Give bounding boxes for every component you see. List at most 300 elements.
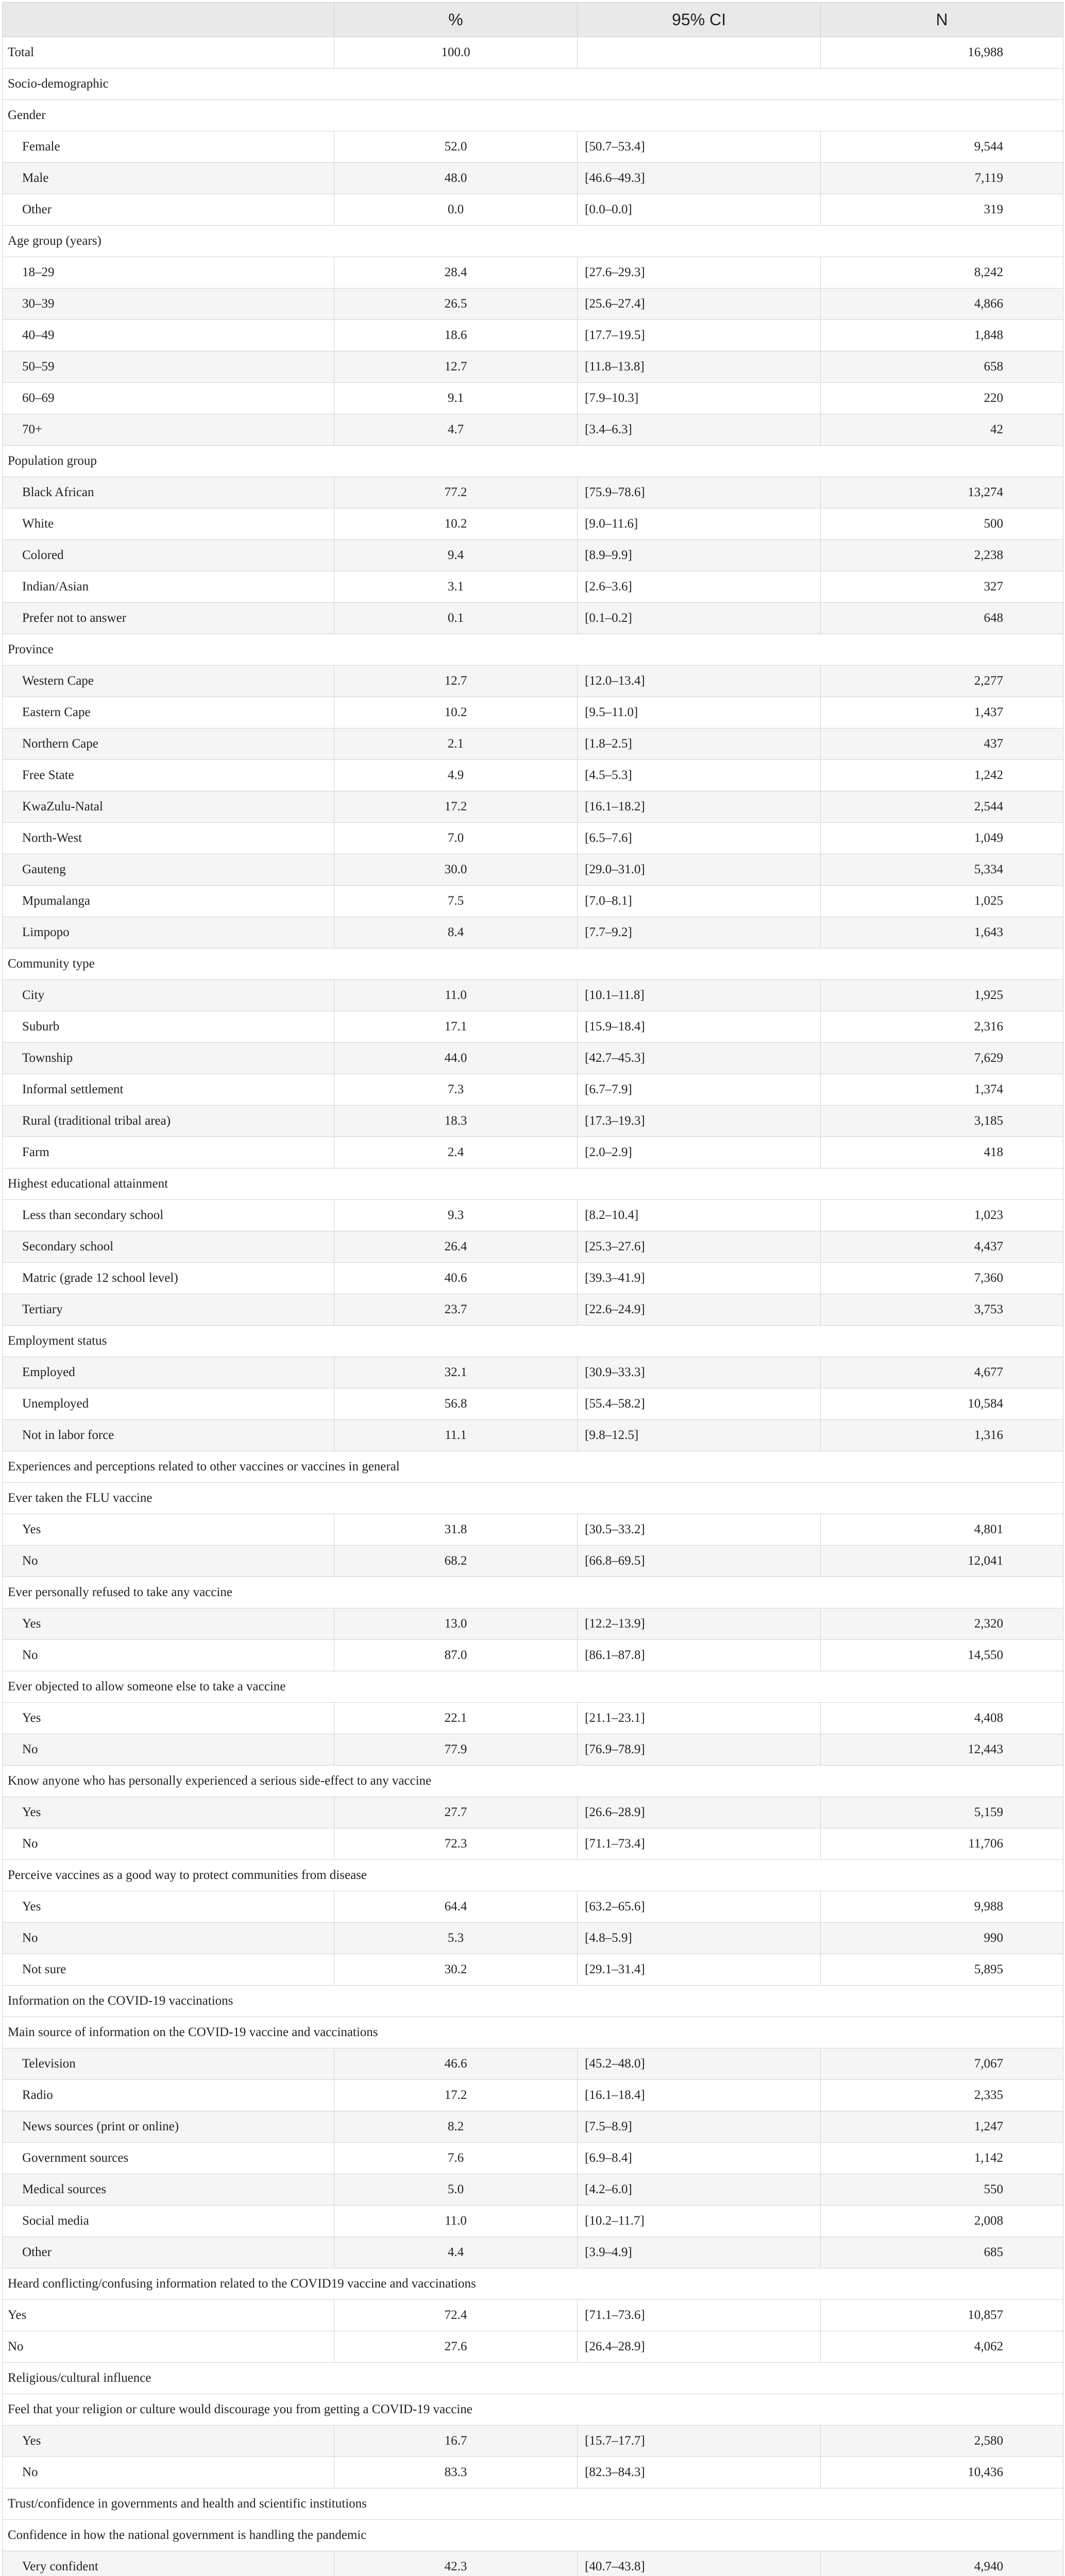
percent-cell: 11.1 — [334, 1420, 578, 1451]
row-label: 40–49 — [3, 320, 334, 351]
section-heading-row — [3, 69, 1063, 100]
ci-cell: [71.1–73.4] — [578, 1828, 821, 1860]
count-cell: 5,334 — [821, 854, 1063, 886]
ci-cell: [3.9–4.9] — [578, 2237, 821, 2268]
ci-cell: [4.2–6.0] — [578, 2174, 821, 2206]
table-row — [3, 603, 1063, 634]
percent-cell: 23.7 — [334, 1294, 578, 1326]
section-heading-row — [3, 226, 1063, 257]
percent-cell: 72.3 — [334, 1828, 578, 1860]
table-row — [3, 854, 1063, 886]
ci-cell: [40.7–43.8] — [578, 2551, 821, 2576]
table-row — [3, 1923, 1063, 1954]
percent-cell: 9.1 — [334, 383, 578, 414]
row-label: 50–59 — [3, 351, 334, 383]
ci-cell: [71.1–73.6] — [578, 2300, 821, 2331]
percent-cell: 68.2 — [334, 1546, 578, 1577]
row-label: Prefer not to answer — [3, 603, 334, 634]
table-row — [3, 2206, 1063, 2237]
table-row — [3, 2143, 1063, 2174]
ci-cell: [45.2–48.0] — [578, 2048, 821, 2080]
section-heading: Ever personally refused to take any vaccine — [3, 1577, 1063, 1608]
count-cell: 1,925 — [821, 980, 1063, 1011]
count-cell: 42 — [821, 414, 1063, 446]
ci-cell: [11.8–13.8] — [578, 351, 821, 383]
row-label: Secondary school — [3, 1231, 334, 1263]
percent-cell: 10.2 — [334, 697, 578, 728]
row-label: Government sources — [3, 2143, 334, 2174]
percent-cell: 83.3 — [334, 2457, 578, 2488]
section-heading: Confidence in how the national government is handling the pandemic — [3, 2520, 1063, 2551]
count-cell: 4,866 — [821, 289, 1063, 320]
row-label: 70+ — [3, 414, 334, 446]
ci-cell: [39.3–41.9] — [578, 1263, 821, 1294]
count-cell: 2,335 — [821, 2080, 1063, 2111]
count-cell: 3,753 — [821, 1294, 1063, 1326]
ci-cell: [26.4–28.9] — [578, 2331, 821, 2363]
percent-cell: 28.4 — [334, 257, 578, 289]
count-cell: 1,023 — [821, 1200, 1063, 1231]
table-row — [3, 163, 1063, 194]
section-heading-row — [3, 446, 1063, 477]
row-label: Tertiary — [3, 1294, 334, 1326]
table-row — [3, 1734, 1063, 1766]
percent-cell: 64.4 — [334, 1891, 578, 1923]
count-cell: 2,320 — [821, 1608, 1063, 1640]
count-cell: 4,062 — [821, 2331, 1063, 2363]
table-row — [3, 1137, 1063, 1168]
table-row — [3, 351, 1063, 383]
row-label: Not sure — [3, 1954, 334, 1986]
count-cell: 319 — [821, 194, 1063, 226]
table-row — [3, 1074, 1063, 1106]
percent-cell: 48.0 — [334, 163, 578, 194]
count-cell: 685 — [821, 2237, 1063, 2268]
percent-cell: 52.0 — [334, 131, 578, 163]
ci-cell: [10.1–11.8] — [578, 980, 821, 1011]
section-heading-row — [3, 1671, 1063, 1703]
percent-cell: 11.0 — [334, 2206, 578, 2237]
section-heading-row — [3, 1326, 1063, 1357]
section-heading-row — [3, 948, 1063, 980]
ci-cell: [63.2–65.6] — [578, 1891, 821, 1923]
ci-cell: [15.7–17.7] — [578, 2426, 821, 2457]
ci-cell: [27.6–29.3] — [578, 257, 821, 289]
count-cell: 3,185 — [821, 1106, 1063, 1137]
section-heading: Feel that your religion or culture would discourage you from getting a COVID-19 vaccine — [3, 2394, 1063, 2426]
ci-cell: [17.7–19.5] — [578, 320, 821, 351]
count-cell: 2,580 — [821, 2426, 1063, 2457]
count-cell: 8,242 — [821, 257, 1063, 289]
table-row — [3, 131, 1063, 163]
count-cell: 7,629 — [821, 1043, 1063, 1074]
count-cell: 1,242 — [821, 760, 1063, 791]
survey-results-table — [2, 2, 1063, 2576]
percent-cell: 30.2 — [334, 1954, 578, 1986]
row-label: 30–39 — [3, 289, 334, 320]
count-cell: 1,247 — [821, 2111, 1063, 2143]
count-cell: 14,550 — [821, 1640, 1063, 1671]
ci-cell: [7.5–8.9] — [578, 2111, 821, 2143]
ci-cell: [21.1–23.1] — [578, 1703, 821, 1734]
percent-cell: 2.1 — [334, 728, 578, 760]
table-row — [3, 917, 1063, 948]
percent-cell: 77.9 — [334, 1734, 578, 1766]
percent-cell: 40.6 — [334, 1263, 578, 1294]
row-label: No — [3, 1546, 334, 1577]
section-heading: Ever objected to allow someone else to take a vaccine — [3, 1671, 1063, 1703]
count-cell: 12,443 — [821, 1734, 1063, 1766]
table-row — [3, 791, 1063, 823]
ci-cell: [0.1–0.2] — [578, 603, 821, 634]
table-row — [3, 571, 1063, 603]
percent-cell: 27.6 — [334, 2331, 578, 2363]
count-cell: 1,316 — [821, 1420, 1063, 1451]
table-row — [3, 2551, 1063, 2576]
row-label: No — [3, 1734, 334, 1766]
count-cell: 7,067 — [821, 2048, 1063, 2080]
table-row — [3, 383, 1063, 414]
column-header-percent: % — [334, 3, 578, 37]
row-label: Matric (grade 12 school level) — [3, 1263, 334, 1294]
table-row — [3, 1231, 1063, 1263]
count-cell: 4,677 — [821, 1357, 1063, 1388]
ci-cell: [16.1–18.4] — [578, 2080, 821, 2111]
ci-cell: [2.6–3.6] — [578, 571, 821, 603]
percent-cell: 7.6 — [334, 2143, 578, 2174]
row-label: Township — [3, 1043, 334, 1074]
percent-cell: 42.3 — [334, 2551, 578, 2576]
row-label: Eastern Cape — [3, 697, 334, 728]
ci-cell: [3.4–6.3] — [578, 414, 821, 446]
section-heading-row — [3, 2268, 1063, 2300]
row-label: Less than secondary school — [3, 1200, 334, 1231]
section-heading: Highest educational attainment — [3, 1168, 1063, 1200]
percent-cell: 17.1 — [334, 1011, 578, 1043]
table-row — [3, 414, 1063, 446]
count-cell: 500 — [821, 509, 1063, 540]
row-label: White — [3, 509, 334, 540]
section-heading-row — [3, 100, 1063, 131]
percent-cell: 17.2 — [334, 791, 578, 823]
row-label: Yes — [3, 1891, 334, 1923]
percent-cell: 31.8 — [334, 1514, 578, 1546]
section-heading: Perceive vaccines as a good way to protect communities from disease — [3, 1860, 1063, 1891]
count-cell: 7,360 — [821, 1263, 1063, 1294]
percent-cell: 22.1 — [334, 1703, 578, 1734]
section-heading-row — [3, 1483, 1063, 1514]
table-row — [3, 289, 1063, 320]
count-cell: 12,041 — [821, 1546, 1063, 1577]
ci-cell: [30.5–33.2] — [578, 1514, 821, 1546]
percent-cell: 26.5 — [334, 289, 578, 320]
row-label: Farm — [3, 1137, 334, 1168]
header-row — [3, 3, 1063, 37]
row-label: News sources (print or online) — [3, 2111, 334, 2143]
ci-cell: [4.5–5.3] — [578, 760, 821, 791]
count-cell: 418 — [821, 1137, 1063, 1168]
section-heading: Gender — [3, 100, 1063, 131]
table-row — [3, 2237, 1063, 2268]
row-label: Social media — [3, 2206, 334, 2237]
percent-cell: 32.1 — [334, 1357, 578, 1388]
count-cell: 1,049 — [821, 823, 1063, 854]
percent-cell: 77.2 — [334, 477, 578, 509]
ci-cell: [75.9–78.6] — [578, 477, 821, 509]
section-heading: Population group — [3, 446, 1063, 477]
count-cell: 5,895 — [821, 1954, 1063, 1986]
ci-cell: [6.5–7.6] — [578, 823, 821, 854]
table-row — [3, 1388, 1063, 1420]
table-row — [3, 2174, 1063, 2206]
count-cell: 9,544 — [821, 131, 1063, 163]
table-row — [3, 1514, 1063, 1546]
row-label: Yes — [3, 1797, 334, 1828]
section-heading-row — [3, 1577, 1063, 1608]
section-heading: Ever taken the FLU vaccine — [3, 1483, 1063, 1514]
section-heading: Socio-demographic — [3, 69, 1063, 100]
ci-cell: [22.6–24.9] — [578, 1294, 821, 1326]
row-label: Yes — [3, 2300, 334, 2331]
row-label: Unemployed — [3, 1388, 334, 1420]
count-cell: 16,988 — [821, 37, 1063, 69]
ci-cell: [26.6–28.9] — [578, 1797, 821, 1828]
row-label: Television — [3, 2048, 334, 2080]
section-heading: Employment status — [3, 1326, 1063, 1357]
count-cell: 658 — [821, 351, 1063, 383]
ci-cell: [86.1–87.8] — [578, 1640, 821, 1671]
row-label: Limpopo — [3, 917, 334, 948]
count-cell: 2,316 — [821, 1011, 1063, 1043]
section-heading-row — [3, 2488, 1063, 2520]
percent-cell: 9.4 — [334, 540, 578, 571]
table-row — [3, 37, 1063, 69]
count-cell: 11,706 — [821, 1828, 1063, 1860]
count-cell: 10,584 — [821, 1388, 1063, 1420]
section-heading: Community type — [3, 948, 1063, 980]
count-cell: 10,857 — [821, 2300, 1063, 2331]
table-row — [3, 257, 1063, 289]
row-label: Mpumalanga — [3, 886, 334, 917]
percent-cell: 12.7 — [334, 666, 578, 697]
section-heading: Trust/confidence in governments and health and scientific institutions — [3, 2488, 1063, 2520]
ci-cell: [50.7–53.4] — [578, 131, 821, 163]
table-row — [3, 1357, 1063, 1388]
table-row — [3, 980, 1063, 1011]
percent-cell: 100.0 — [334, 37, 578, 69]
ci-cell: [2.0–2.9] — [578, 1137, 821, 1168]
count-cell: 2,008 — [821, 2206, 1063, 2237]
row-label: Gauteng — [3, 854, 334, 886]
percent-cell: 56.8 — [334, 1388, 578, 1420]
count-cell: 2,277 — [821, 666, 1063, 697]
percent-cell: 18.6 — [334, 320, 578, 351]
table-row — [3, 886, 1063, 917]
section-heading: Heard conflicting/confusing information related to the COVID19 vaccine and vaccinations — [3, 2268, 1063, 2300]
percent-cell: 2.4 — [334, 1137, 578, 1168]
table-row — [3, 1954, 1063, 1986]
count-cell: 550 — [821, 2174, 1063, 2206]
count-cell: 1,142 — [821, 2143, 1063, 2174]
percent-cell: 8.4 — [334, 917, 578, 948]
count-cell: 13,274 — [821, 477, 1063, 509]
ci-cell: [55.4–58.2] — [578, 1388, 821, 1420]
count-cell: 4,408 — [821, 1703, 1063, 1734]
section-heading-row — [3, 1986, 1063, 2017]
row-label: KwaZulu-Natal — [3, 791, 334, 823]
row-label: Yes — [3, 1608, 334, 1640]
percent-cell: 8.2 — [334, 2111, 578, 2143]
table-row — [3, 509, 1063, 540]
table-row — [3, 1828, 1063, 1860]
ci-cell: [9.5–11.0] — [578, 697, 821, 728]
row-label: Not in labor force — [3, 1420, 334, 1451]
ci-cell: [25.6–27.4] — [578, 289, 821, 320]
row-label: Suburb — [3, 1011, 334, 1043]
table-row — [3, 2080, 1063, 2111]
table-row — [3, 1797, 1063, 1828]
row-label: Employed — [3, 1357, 334, 1388]
row-label: Yes — [3, 1514, 334, 1546]
table-row — [3, 728, 1063, 760]
section-heading-row — [3, 1168, 1063, 1200]
ci-cell: [6.7–7.9] — [578, 1074, 821, 1106]
table-header — [3, 3, 1063, 37]
count-cell: 220 — [821, 383, 1063, 414]
row-label: Informal settlement — [3, 1074, 334, 1106]
ci-cell: [66.8–69.5] — [578, 1546, 821, 1577]
percent-cell: 11.0 — [334, 980, 578, 1011]
count-cell: 990 — [821, 1923, 1063, 1954]
table-row — [3, 1640, 1063, 1671]
ci-cell: [17.3–19.3] — [578, 1106, 821, 1137]
count-cell: 1,848 — [821, 320, 1063, 351]
section-heading: Main source of information on the COVID-19 vaccine and vaccinations — [3, 2017, 1063, 2048]
table-row — [3, 2048, 1063, 2080]
row-label: 18–29 — [3, 257, 334, 289]
ci-cell: [29.1–31.4] — [578, 1954, 821, 1986]
count-cell: 1,374 — [821, 1074, 1063, 1106]
ci-cell: [9.0–11.6] — [578, 509, 821, 540]
count-cell: 9,988 — [821, 1891, 1063, 1923]
table-row — [3, 2300, 1063, 2331]
count-cell: 648 — [821, 603, 1063, 634]
row-label: Male — [3, 163, 334, 194]
column-header-ci: 95% CI — [578, 3, 821, 37]
table-row — [3, 760, 1063, 791]
row-label: Colored — [3, 540, 334, 571]
ci-cell: [7.0–8.1] — [578, 886, 821, 917]
table-row — [3, 823, 1063, 854]
survey-table-container — [2, 2, 1063, 2576]
percent-cell: 7.0 — [334, 823, 578, 854]
row-label: Rural (traditional tribal area) — [3, 1106, 334, 1137]
row-label: Female — [3, 131, 334, 163]
percent-cell: 3.1 — [334, 571, 578, 603]
percent-cell: 0.0 — [334, 194, 578, 226]
ci-cell: [10.2–11.7] — [578, 2206, 821, 2237]
ci-cell: [46.6–49.3] — [578, 163, 821, 194]
ci-cell: [25.3–27.6] — [578, 1231, 821, 1263]
count-cell: 327 — [821, 571, 1063, 603]
table-row — [3, 540, 1063, 571]
table-row — [3, 1043, 1063, 1074]
section-heading: Province — [3, 634, 1063, 666]
row-label: Other — [3, 2237, 334, 2268]
section-heading: Know anyone who has personally experienced a serious side-effect to any vaccine — [3, 1766, 1063, 1797]
table-body — [3, 37, 1063, 2576]
table-row — [3, 666, 1063, 697]
ci-cell: [4.8–5.9] — [578, 1923, 821, 1954]
count-cell: 1,643 — [821, 917, 1063, 948]
percent-cell: 4.4 — [334, 2237, 578, 2268]
row-label: Black African — [3, 477, 334, 509]
row-label: Free State — [3, 760, 334, 791]
ci-cell: [30.9–33.3] — [578, 1357, 821, 1388]
ci-cell — [578, 37, 821, 69]
table-row — [3, 1703, 1063, 1734]
table-row — [3, 1420, 1063, 1451]
ci-cell: [7.7–9.2] — [578, 917, 821, 948]
count-cell: 4,437 — [821, 1231, 1063, 1263]
table-row — [3, 477, 1063, 509]
count-cell: 1,437 — [821, 697, 1063, 728]
ci-cell: [7.9–10.3] — [578, 383, 821, 414]
table-row — [3, 194, 1063, 226]
row-label: City — [3, 980, 334, 1011]
row-label: Northern Cape — [3, 728, 334, 760]
row-label: No — [3, 2331, 334, 2363]
row-label: Indian/Asian — [3, 571, 334, 603]
table-row — [3, 1294, 1063, 1326]
percent-cell: 17.2 — [334, 2080, 578, 2111]
row-label: North-West — [3, 823, 334, 854]
section-heading: Religious/cultural influence — [3, 2363, 1063, 2394]
ci-cell: [12.0–13.4] — [578, 666, 821, 697]
section-heading-row — [3, 634, 1063, 666]
table-row — [3, 320, 1063, 351]
count-cell: 10,436 — [821, 2457, 1063, 2488]
table-row — [3, 2457, 1063, 2488]
ci-cell: [16.1–18.2] — [578, 791, 821, 823]
percent-cell: 72.4 — [334, 2300, 578, 2331]
section-heading-row — [3, 2520, 1063, 2551]
percent-cell: 7.3 — [334, 1074, 578, 1106]
percent-cell: 4.9 — [334, 760, 578, 791]
table-row — [3, 1263, 1063, 1294]
table-row — [3, 1608, 1063, 1640]
ci-cell: [76.9–78.9] — [578, 1734, 821, 1766]
count-cell: 4,940 — [821, 2551, 1063, 2576]
row-label: Other — [3, 194, 334, 226]
section-heading-row — [3, 2394, 1063, 2426]
section-heading-row — [3, 2017, 1063, 2048]
ci-cell: [15.9–18.4] — [578, 1011, 821, 1043]
table-row — [3, 1106, 1063, 1137]
row-label: Yes — [3, 2426, 334, 2457]
percent-cell: 5.0 — [334, 2174, 578, 2206]
ci-cell: [12.2–13.9] — [578, 1608, 821, 1640]
count-cell: 7,119 — [821, 163, 1063, 194]
row-label: Radio — [3, 2080, 334, 2111]
table-row — [3, 2111, 1063, 2143]
table-row — [3, 1891, 1063, 1923]
section-heading: Age group (years) — [3, 226, 1063, 257]
percent-cell: 46.6 — [334, 2048, 578, 2080]
row-label: No — [3, 2457, 334, 2488]
percent-cell: 18.3 — [334, 1106, 578, 1137]
percent-cell: 0.1 — [334, 603, 578, 634]
